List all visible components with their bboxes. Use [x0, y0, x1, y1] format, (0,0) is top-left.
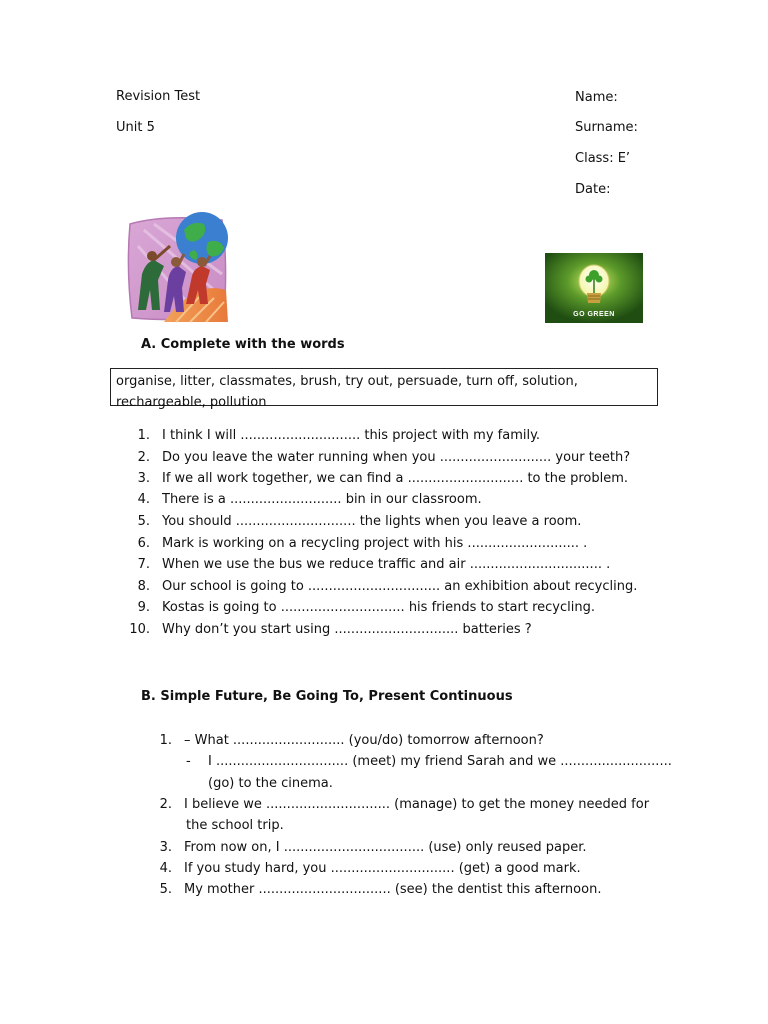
item-text: I think I will ............................. this project with my family.	[162, 428, 541, 443]
item-text: (go) to the cinema.	[208, 776, 333, 791]
item-text: There is a ........................... bin in our classroom.	[162, 492, 482, 507]
item-number: 1.	[159, 733, 172, 748]
item-number: 5.	[137, 514, 150, 529]
item-number: 3.	[137, 471, 150, 486]
item-text: If we all work together, we can find a ............................ to the problem.	[162, 471, 629, 486]
item-number: 2.	[159, 797, 172, 812]
item-text: – What ........................... (you/do) tomorrow afternoon?	[184, 733, 544, 748]
item-number: 8.	[137, 579, 150, 594]
item-number: 4.	[159, 861, 172, 876]
surname-label: Surname:	[575, 120, 638, 135]
item-text: Do you leave the water running when you ........................... your teeth?	[162, 450, 631, 465]
item-number: 6.	[137, 536, 150, 551]
item-text: You should ............................. the lights when you leave a room.	[162, 514, 582, 529]
item-text: I believe we .............................. (manage) to get the money needed for	[184, 797, 650, 812]
test-title: Revision Test	[116, 89, 201, 104]
word-bank-line-2: rechargeable, pollution	[116, 395, 267, 410]
item-text: Why don’t you start using .............................. batteries ?	[162, 622, 532, 637]
section-a-title: A. Complete with the words	[141, 337, 345, 352]
go-green-label: GO GREEN	[573, 311, 615, 318]
word-bank-box	[110, 368, 658, 410]
item-number: 4.	[137, 492, 150, 507]
section-b-title: B. Simple Future, Be Going To, Present Continuous	[141, 689, 513, 704]
unit-label: Unit 5	[116, 120, 155, 135]
item-number: 1.	[137, 428, 150, 443]
item-text: the school trip.	[186, 818, 284, 833]
item-text: From now on, I .................................. (use) only reused paper.	[184, 840, 587, 855]
item-text: When we use the bus we reduce traffic and air ................................ .	[162, 557, 611, 572]
item-number: 9.	[137, 600, 150, 615]
item-number: 2.	[137, 450, 150, 465]
item-text: Kostas is going to .............................. his friends to start recycling.	[162, 600, 595, 615]
dash-marker: -	[186, 754, 191, 769]
item-text: Our school is going to ................................ an exhibition about recycling.	[162, 579, 638, 594]
item-text: Mark is working on a recycling project with his ........................... .	[162, 536, 588, 551]
item-text: My mother ................................ (see) the dentist this afternoon.	[184, 882, 602, 897]
word-bank-line-1: organise, litter, classmates, brush, try out, persuade, turn off, solution,	[116, 374, 578, 389]
class-label: Class: E’	[575, 151, 631, 166]
item-text: If you study hard, you .............................. (get) a good mark.	[184, 861, 581, 876]
globe-people-clipart	[124, 210, 234, 324]
item-number: 7.	[137, 557, 150, 572]
item-text: I ................................ (meet) my friend Sarah and we ...........................	[208, 754, 672, 769]
item-number: 10.	[129, 622, 150, 637]
go-green-lightbulb-clipart	[545, 253, 643, 323]
item-number: 3.	[159, 840, 172, 855]
date-label: Date:	[575, 182, 611, 197]
name-label: Name:	[575, 90, 618, 105]
item-number: 5.	[159, 882, 172, 897]
